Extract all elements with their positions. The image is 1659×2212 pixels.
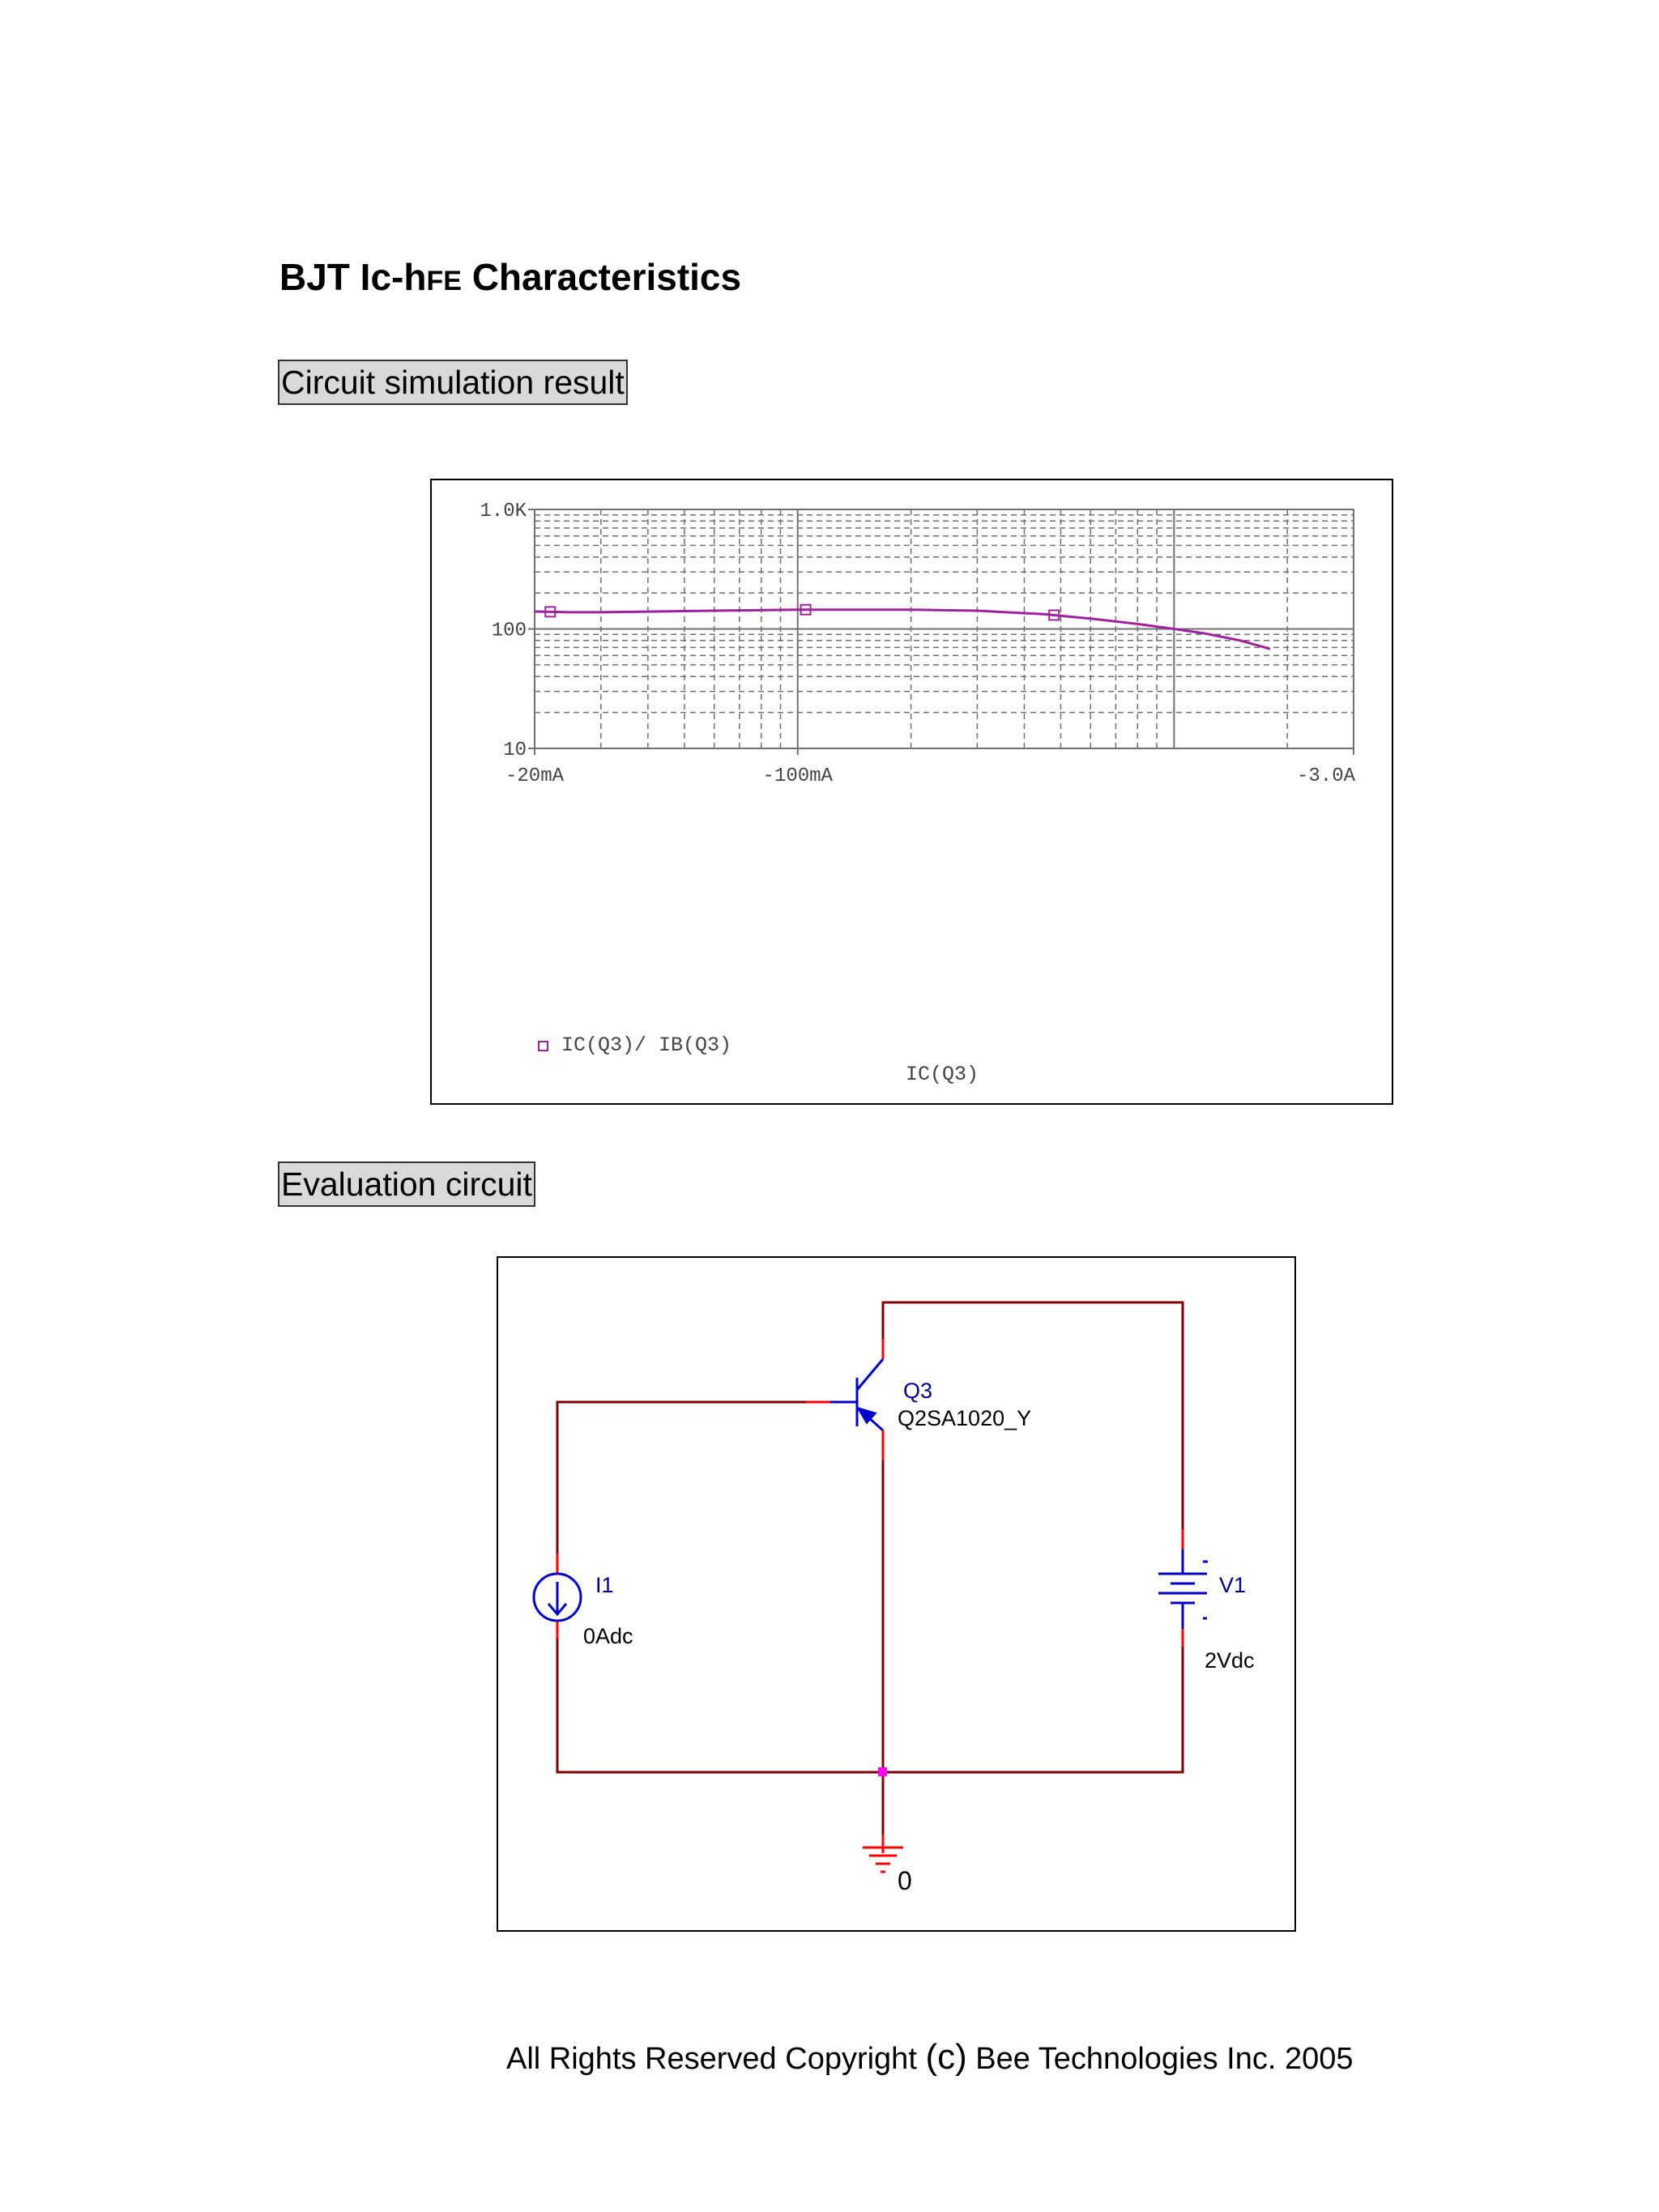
x-tick-label-2: -3.0A (1296, 765, 1355, 787)
page-title (279, 255, 741, 299)
section-label-simulation: Circuit simulation result (278, 360, 628, 405)
chart-grid (535, 509, 1354, 748)
title-rest: Characteristics (461, 256, 742, 298)
transistor-q3-symbol (830, 1359, 883, 1430)
transistor-collector-leg (857, 1359, 883, 1390)
title-subscript: FE (426, 266, 462, 296)
wire-base (557, 1402, 826, 1570)
junction-dot (878, 1767, 887, 1776)
hfe-chart (432, 480, 1392, 1103)
v1-value: 2Vdc (1205, 1648, 1255, 1673)
circuit-frame (497, 1256, 1296, 1932)
current-source-i1-symbol (534, 1574, 581, 1621)
i1-ref: I1 (595, 1573, 614, 1597)
v1-ref: V1 (1219, 1573, 1247, 1597)
x-tick-label-1: -100mA (762, 765, 833, 787)
section-label-evaluation: Evaluation circuit (278, 1161, 535, 1207)
wire-bottom (557, 1630, 1183, 1772)
chart-labels (480, 501, 1355, 787)
x-tick-label-0: -20mA (505, 765, 565, 787)
q3-model: Q2SA1020_Y (898, 1406, 1032, 1430)
y-tick-label-2: 10 (503, 739, 527, 761)
evaluation-circuit (498, 1258, 1294, 1930)
y-tick-label-0: 1.0K (480, 501, 527, 522)
i1-value: 0Adc (583, 1624, 633, 1648)
circuit-wires (557, 1302, 1183, 1845)
copyright-footer (506, 2037, 1354, 2078)
ground-label: 0 (898, 1866, 912, 1895)
y-tick-label-1: 100 (491, 620, 527, 642)
q3-ref: Q3 (903, 1379, 933, 1403)
chart-legend (539, 1034, 731, 1057)
x-axis-label: IC(Q3) (905, 1063, 979, 1086)
legend-label: IC(Q3)/ IB(Q3) (561, 1034, 732, 1057)
chart-ticks (528, 509, 1354, 755)
footer-after: Bee Technologies Inc. 2005 (966, 2042, 1354, 2076)
footer-before: All Rights Reserved Copyright (506, 2042, 926, 2076)
footer-c: (c) (925, 2037, 967, 2077)
title-main: BJT Ic-h (279, 256, 427, 298)
voltage-source-v1-symbol (1158, 1549, 1208, 1629)
chart-series (535, 605, 1270, 650)
chart-frame (430, 479, 1393, 1105)
legend-marker (539, 1042, 548, 1051)
